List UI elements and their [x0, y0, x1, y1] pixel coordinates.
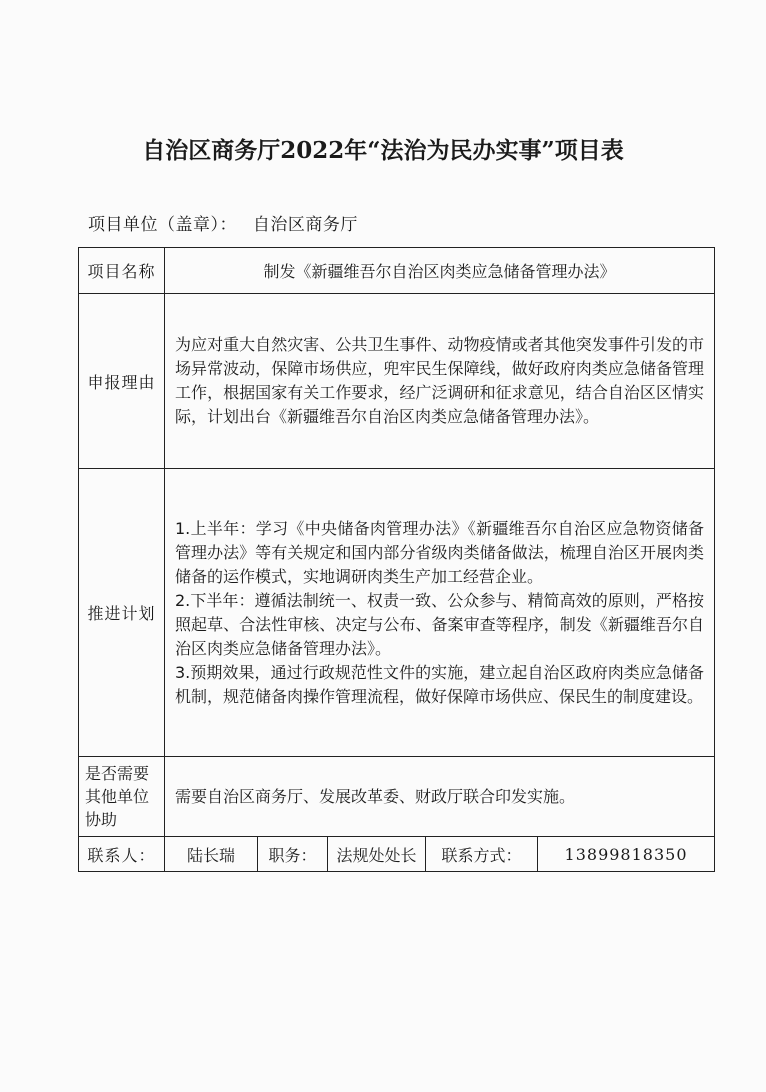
phone-label: 联系方式： [426, 837, 538, 872]
project-name-value: 制发《新疆维吾尔自治区肉类应急储备管理办法》 [165, 248, 715, 294]
reason-text: 为应对重大自然灾害、公共卫生事件、动物疫情或者其他突发事件引发的市场异常波动，保障市场供应，兜牢民生保障线，做好政府肉类应急储备管理工作，根据国家有关工作要求，经广泛调研和征求意见，结合自治区区情实际，计划出台《新疆维吾尔自治区肉类应急储备管理办法》。 [165, 294, 715, 469]
reason-row [79, 294, 715, 469]
position-label: 职务： [258, 837, 328, 872]
project-table [78, 247, 715, 872]
position-value: 法规处处长 [328, 837, 426, 872]
project-unit-line [88, 210, 358, 235]
assist-row [79, 757, 715, 837]
assist-text: 需要自治区商务厅、发展改革委、财政厅联合印发实施。 [165, 757, 715, 837]
contact-label: 联系人： [79, 837, 165, 872]
plan-label: 推进计划 [79, 469, 165, 757]
project-unit-value: 自治区商务厅 [252, 215, 358, 235]
contact-row [79, 837, 715, 872]
reason-label: 申报理由 [79, 294, 165, 469]
plan-item: 1.上半年：学习《中央储备肉管理办法》《新疆维吾尔自治区应急物资储备管理办法》等有关规定和国内部分省级肉类储备做法，梳理自治区开展肉类储备的运作模式，实地调研肉类生产加工经营企业。 [175, 518, 705, 586]
plan-content [165, 469, 715, 757]
contact-value: 陆长瑞 [165, 837, 258, 872]
assist-label: 是否需要其他单位协助 [79, 757, 165, 837]
project-unit-label: 项目单位（盖章）： [88, 215, 237, 235]
project-name-row [79, 248, 715, 294]
plan-item: 3.预期效果，通过行政规范性文件的实施，建立起自治区政府肉类应急储备机制，规范储备肉操作管理流程，做好保障市场供应、保民生的制度建设。 [175, 662, 705, 706]
document-title: 自治区商务厅2022年“法治为民办实事”项目表 [142, 137, 624, 164]
plan-row [79, 469, 715, 757]
project-name-label: 项目名称 [79, 248, 165, 294]
plan-item: 2.下半年：遵循法制统一、权责一致、公众参与、精简高效的原则，严格按照起草、合法性审核、决定与公布、备案审查等程序，制发《新疆维吾尔自治区肉类应急储备管理办法》。 [175, 590, 705, 658]
phone-value: 13899818350 [538, 837, 715, 872]
